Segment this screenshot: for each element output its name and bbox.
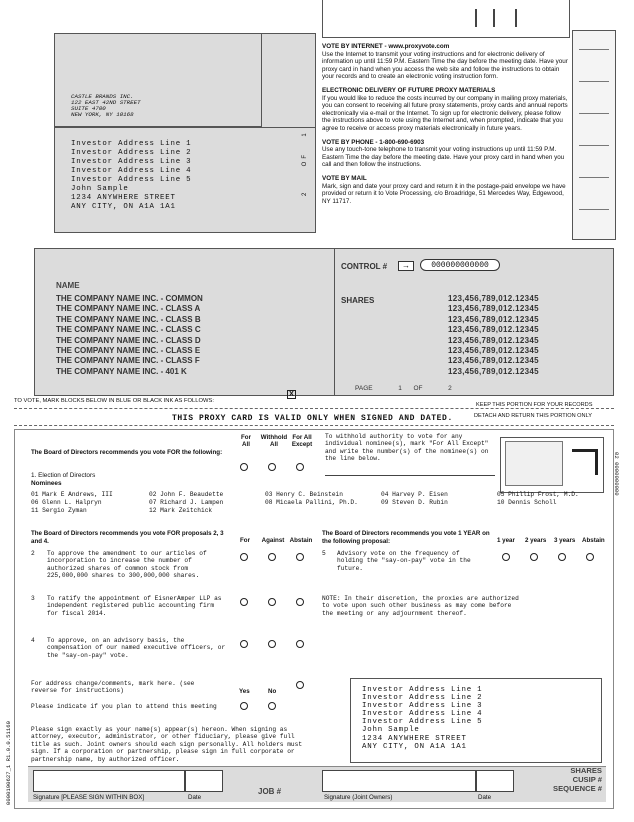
proposal3-num: 3 xyxy=(31,595,35,602)
valid-notice: THIS PROXY CARD IS VALID ONLY WHEN SIGNED AND DATED. xyxy=(172,414,453,423)
shares-label: SHARES xyxy=(341,296,375,305)
shares-values xyxy=(448,294,539,377)
signature-box[interactable] xyxy=(33,770,185,792)
stub-page xyxy=(355,385,452,392)
page-marker-one: 1 xyxy=(302,130,308,137)
p5-2years[interactable] xyxy=(530,553,538,561)
addr-line: Investor Address Line 2 xyxy=(71,149,192,157)
footer-codes xyxy=(520,766,602,793)
addr-line: Investor Address Line 4 xyxy=(71,167,192,175)
cusip-footer: CUSIP # xyxy=(572,775,602,784)
vote-phone-title: VOTE BY PHONE - 1-800-690-6903 xyxy=(322,138,425,146)
control-number: 000000000000 xyxy=(420,259,500,271)
shares-footer: SHARES xyxy=(570,766,602,775)
proposal3-text: To ratify the appointment of EisnerAmper LLP as independent registered public accounting firm for fiscal 2014. xyxy=(47,595,222,617)
addr-line: ANY CITY, ON A1A 1A1 xyxy=(71,203,176,211)
detach-portion: DETACH AND RETURN THIS PORTION ONLY xyxy=(474,413,592,419)
proposal5-num: 5 xyxy=(322,550,326,557)
share-value: 123,456,789,012.12345 xyxy=(448,325,539,335)
side-code-right: 02 0000000000 xyxy=(613,452,620,496)
page-marker-of: OF xyxy=(302,151,308,167)
vote-mail-title: VOTE BY MAIL xyxy=(322,174,367,182)
voting-instructions xyxy=(322,43,570,205)
share-value: 123,456,789,012.12345 xyxy=(448,294,539,303)
sender-address xyxy=(71,94,141,118)
attend-no[interactable] xyxy=(268,702,276,710)
nominee: 07 Richard J. Lampen xyxy=(149,499,224,506)
col-1year: 1 year xyxy=(497,537,515,544)
addr-line: Investor Address Line 3 xyxy=(71,158,192,166)
col-3years: 3 years xyxy=(554,537,576,544)
col-abstain: Abstain xyxy=(289,537,313,544)
stub-divider xyxy=(334,248,335,396)
sequence-footer: SEQUENCE # xyxy=(553,784,602,793)
vote-withhold-all[interactable] xyxy=(268,463,276,471)
arrow-icon: → xyxy=(398,261,414,271)
company-name: THE COMPANY NAME INC. - COMMON xyxy=(56,294,203,303)
joint-date-box[interactable] xyxy=(476,770,514,792)
date-label: Date xyxy=(188,794,202,801)
barcode-mark xyxy=(493,9,495,27)
barcode-mark xyxy=(515,9,517,27)
page-num: 1 xyxy=(398,385,402,392)
electronic-delivery-body: If you would like to reduce the costs incurred by our company in mailing proxy materials, you can consent to receiving all future proxy statements, proxy cards and annual reports electronically via e-mail or the Internet. To sign up for electronic delivery, please follow the instructions above to vote using the Internet and, when prompted, indicate that you agree to receive or access proxy materials electronically in future years. xyxy=(322,94,568,132)
p2-abstain[interactable] xyxy=(296,553,304,561)
col-for: For xyxy=(240,537,250,544)
page-of: OF xyxy=(413,385,423,392)
proposal2-text: To approve the amendment to our articles of incorporation to increase the number of authorized shares of common stock from 225,000,000 shares to 300,000,000 shares. xyxy=(47,550,207,580)
sender-city: NEW YORK, NY 10168 xyxy=(71,111,134,118)
yes-label: Yes xyxy=(239,688,250,695)
col-against: Against xyxy=(261,537,285,544)
p5-3years[interactable] xyxy=(558,553,566,561)
addr-line: Investor Address Line 1 xyxy=(71,140,192,148)
col-withhold-all: Withhold All xyxy=(260,434,288,449)
keep-portion: KEEP THIS PORTION FOR YOUR RECORDS xyxy=(476,402,593,408)
nominee: 02 John F. Beaudette xyxy=(149,491,224,498)
proposal4-text: To approve, on an advisory basis, the compensation of our named executive officers, or the "say-on-pay" vote. xyxy=(47,637,226,659)
share-value: 123,456,789,012.12345 xyxy=(448,304,539,314)
share-value: 123,456,789,012.12345 xyxy=(448,366,539,376)
share-value: 123,456,789,012.12345 xyxy=(448,346,539,356)
share-value: 123,456,789,012.12345 xyxy=(448,356,539,366)
page-total: 2 xyxy=(448,385,452,392)
vote-for-all-except[interactable] xyxy=(296,463,304,471)
p5-1year[interactable] xyxy=(502,553,510,561)
p3-abstain[interactable] xyxy=(296,598,304,606)
addr-line: Investor Address Line 5 xyxy=(71,176,192,184)
addr-line: Investor Address Line 2 xyxy=(362,694,483,703)
nominee: 12 Mark Zeitchick xyxy=(149,507,213,514)
page-label: PAGE xyxy=(355,385,373,392)
example-mark: X xyxy=(287,390,296,399)
withhold-instruction: To withhold authority to vote for any individual nominee(s), mark "For All Except" and write the number(s) of the nominee(s) on the line below. xyxy=(325,433,489,463)
nominee: 01 Mark E Andrews, III xyxy=(31,491,113,498)
proposal2-num: 2 xyxy=(31,550,35,557)
p4-for[interactable] xyxy=(240,640,248,648)
corner-mark xyxy=(572,449,598,475)
nominee: 05 Phillip Frost, M.D. xyxy=(497,491,579,498)
recipient-address xyxy=(71,140,191,212)
company-name: THE COMPANY NAME INC. - CLASS B xyxy=(56,314,201,324)
addr-line: ANY CITY, ON A1A 1A1 xyxy=(362,742,467,751)
p5-abstain[interactable] xyxy=(586,553,594,561)
addr-line: Investor Address Line 3 xyxy=(362,702,483,711)
company-name: THE COMPANY NAME INC. - CLASS C xyxy=(56,325,201,335)
stub-names xyxy=(56,294,203,377)
col-for-all-except: For All Except xyxy=(291,434,313,449)
addr-line: 1234 ANYWHERE STREET xyxy=(362,734,467,743)
job-label: JOB # xyxy=(258,787,282,796)
side-strip xyxy=(572,30,616,240)
p3-for[interactable] xyxy=(240,598,248,606)
p2-for[interactable] xyxy=(240,553,248,561)
addr-line: Investor Address Line 4 xyxy=(362,710,483,719)
mark-instructions: TO VOTE, MARK BLOCKS BELOW IN BLUE OR BLACK INK AS FOLLOWS: xyxy=(14,398,214,404)
barcode-mark xyxy=(475,9,477,27)
joint-signature-box[interactable] xyxy=(322,770,476,792)
control-label: CONTROL # xyxy=(341,262,388,271)
addr-line: Investor Address Line 1 xyxy=(362,686,483,694)
board-recommends-1year: The Board of Directors recommends you vote 1 YEAR on the following proposal: xyxy=(322,530,490,545)
col-abstain-5: Abstain xyxy=(582,537,605,544)
signature-date-box[interactable] xyxy=(185,770,223,792)
addr-line: John Sample xyxy=(71,185,129,193)
page-marker-vertical xyxy=(302,130,308,196)
attend-yes[interactable] xyxy=(240,702,248,710)
proposal4-num: 4 xyxy=(31,637,35,644)
company-name: THE COMPANY NAME INC. - CLASS A xyxy=(56,304,201,314)
vote-phone-body: Use any touch-tone telephone to transmit your voting instructions up until 11:59 P.M. Eastern Time the day before the meeting date. Have your proxy card in hand when you call and then follow the instructions. xyxy=(322,146,565,169)
address-change-text: For address change/comments, mark here. (see reverse for instructions) xyxy=(31,680,195,695)
stub-name-label: NAME xyxy=(56,281,80,290)
no-label: No xyxy=(268,688,277,695)
vote-internet-title: VOTE BY INTERNET - www.proxyvote.com xyxy=(322,43,450,50)
vote-for-all[interactable] xyxy=(240,463,248,471)
company-name: THE COMPANY NAME INC. - CLASS E xyxy=(56,346,201,356)
vote-internet-body: Use the Internet to transmit your voting instructions and for electronic delivery of information up until 11:59 P.M. Eastern Time the day before the meeting date. Have your proxy card in hand when you access the web site and follow the instructions to obtain your records and to create an electronic voting instruction form. xyxy=(322,50,568,81)
company-name: THE COMPANY NAME INC. - CLASS D xyxy=(56,335,201,345)
address-change-mark[interactable] xyxy=(296,681,304,689)
nominee: 03 Henry C. Beinstein xyxy=(265,491,343,498)
return-address xyxy=(362,686,482,751)
nominee: 08 Micaela Pallini, Ph.D. xyxy=(265,499,358,506)
addr-line: Investor Address Line 5 xyxy=(362,718,483,727)
nominee: 04 Harvey P. Eisen xyxy=(381,491,448,498)
sender-street: 122 EAST 42ND STREET xyxy=(71,99,141,106)
proposal5-text: Advisory vote on the frequency of holding the "say-on-pay" vote in the future. xyxy=(337,550,471,572)
p4-abstain[interactable] xyxy=(296,640,304,648)
nominee: 11 Sergio Zyman xyxy=(31,507,87,514)
company-name: THE COMPANY NAME INC. - CLASS F xyxy=(56,356,200,366)
nominee: 09 Steven D. Rubin xyxy=(381,499,448,506)
col-for-all: For All xyxy=(241,434,251,449)
company-name: THE COMPANY NAME INC. - 401 K xyxy=(56,366,187,376)
sender-suite: SUITE 4700 xyxy=(71,105,106,112)
nominee: 06 Glenn L. Halpryn xyxy=(31,499,102,506)
p3-against[interactable] xyxy=(268,598,276,606)
col-2years: 2 years xyxy=(525,537,547,544)
scan-inner xyxy=(505,441,563,486)
sender-company: CASTLE BRANDS INC. xyxy=(71,93,134,100)
joint-signature-label: Signature (Joint Owners) xyxy=(324,794,393,801)
board-recommends-for: The Board of Directors recommends you vote FOR the following: xyxy=(31,449,223,456)
nominee: 10 Dennis Scholl xyxy=(497,499,557,506)
addr-line: John Sample xyxy=(362,726,420,735)
attend-meeting-text: Please indicate if you plan to attend this meeting xyxy=(31,703,217,710)
page-marker-two: 2 xyxy=(302,189,308,196)
signature-label: Signature [PLEASE SIGN WITHIN BOX] xyxy=(33,794,145,801)
share-value: 123,456,789,012.12345 xyxy=(448,314,539,324)
p2-against[interactable] xyxy=(268,553,276,561)
withhold-write-line[interactable] xyxy=(325,475,495,476)
board-recommends-234: The Board of Directors recommends you vote FOR proposals 2, 3 and 4. xyxy=(31,530,224,545)
share-value: 123,456,789,012.12345 xyxy=(448,335,539,345)
note: NOTE: In their discretion, the proxies are authorized to vote upon such other business as may come before the meeting or any adjournment thereof. xyxy=(322,595,519,617)
sign-instructions: Please sign exactly as your name(s) appear(s) hereon. When signing as attorney, executor, administrator, or other fiduciary, please give full title as such. Joint owners should each sign personally. All holders must sign. If a corporation or partnership, please sign in full corporate or partnership name, by authorized officer. xyxy=(31,726,303,763)
nominees-label: Nominees xyxy=(31,480,62,487)
election-item: 1. Election of Directors xyxy=(31,472,96,479)
postal-barcode-box xyxy=(322,0,570,38)
electronic-delivery-title: ELECTRONIC DELIVERY OF FUTURE PROXY MATERIALS xyxy=(322,86,496,94)
joint-date-label: Date xyxy=(478,794,492,801)
addr-line: 1234 ANYWHERE STREET xyxy=(71,194,176,202)
vote-mail-body: Mark, sign and date your proxy card and return it in the postage-paid envelope we have provided or return it to Vote Processing, c/o Broadridge, 51 Mercedes Way, Edgewood, NY 11717. xyxy=(322,182,566,205)
side-code-left: 0000190627_1 R1.0.0.51160 xyxy=(5,721,12,805)
p4-against[interactable] xyxy=(268,640,276,648)
